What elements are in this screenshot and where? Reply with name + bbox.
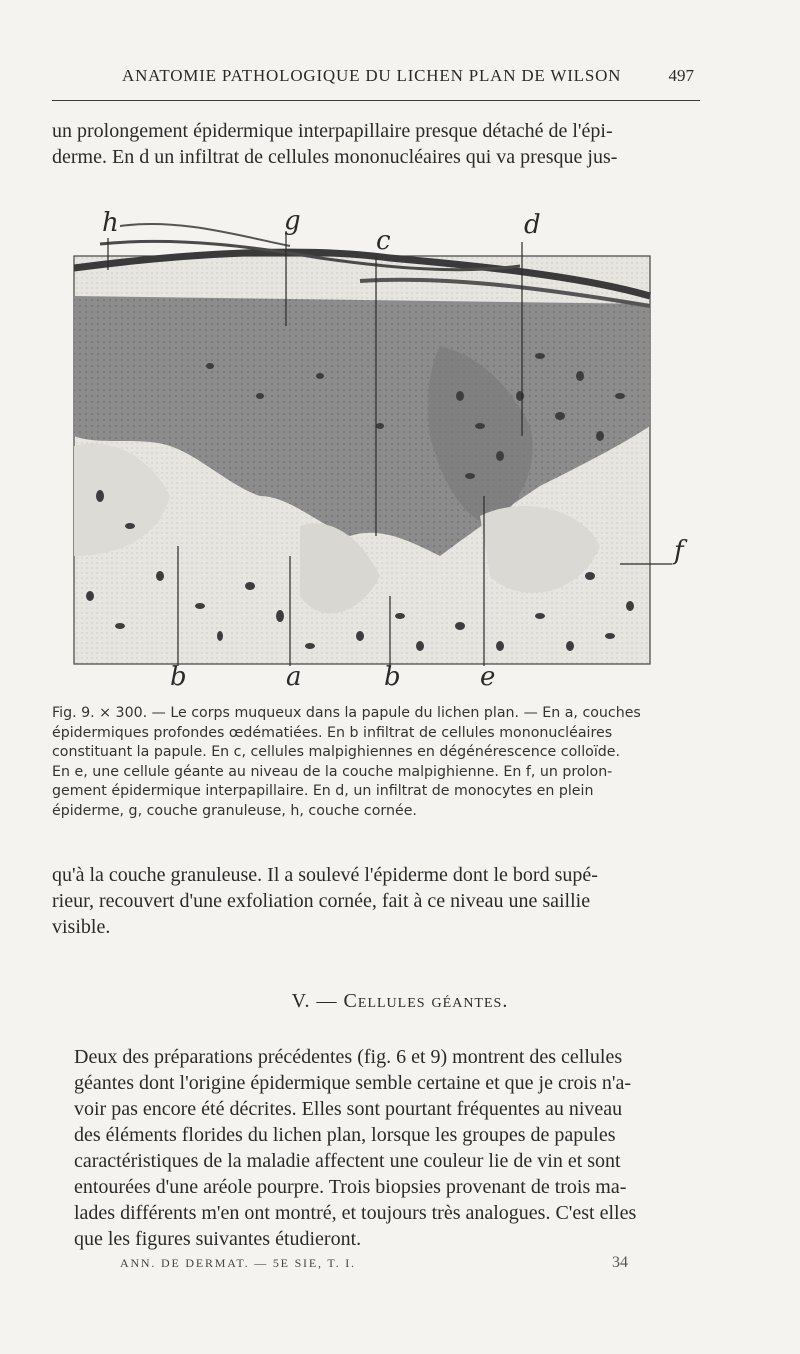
paragraph-top — [52, 118, 698, 170]
label-f: f — [674, 536, 684, 566]
label-b-right: b — [384, 662, 401, 692]
label-d: d — [524, 210, 541, 240]
paragraph-main — [52, 1044, 698, 1252]
caption-line: gement épidermique interpapillaire. En d, un infiltrat de monocytes en plein — [52, 783, 594, 800]
text-line: entourées d'une aréole pourpre. Trois biopsies provenant de trois ma- — [74, 1176, 627, 1198]
caption-line: épiderme, g, couche granuleuse, h, couche cornée. — [52, 802, 417, 819]
footer-signature: ANN. DE DERMAT. — 5E SIE, T. I. — [120, 1256, 356, 1270]
label-a: a — [286, 662, 302, 692]
footer-signature-number: 34 — [612, 1254, 628, 1271]
label-e: e — [480, 662, 496, 692]
caption-line: constituant la papule. En c, cellules malpighiennes en dégénérescence colloïde. — [52, 744, 621, 761]
text-line: un prolongement épidermique interpapillaire presque détaché de l'épi- — [52, 120, 613, 142]
figure-caption — [52, 704, 698, 822]
label-c: c — [376, 226, 391, 256]
running-title: ANATOMIE PATHOLOGIQUE DU LICHEN PLAN DE WILSON — [122, 66, 622, 85]
text-line: que les figures suivantes étudieront. — [74, 1228, 362, 1250]
section-heading — [0, 990, 800, 1013]
text-line: caractéristiques de la maladie affectent une couleur lie de vin et sont — [74, 1150, 621, 1172]
running-head — [52, 64, 700, 101]
text-line: des éléments florides du lichen plan, lorsque les groupes de papules — [74, 1124, 616, 1146]
label-b-left: b — [170, 662, 187, 692]
text-line: derme. En d un infiltrat de cellules mononucléaires qui va presque jus- — [52, 146, 618, 168]
text-line: lades différents m'en ont montré, et toujours très analogues. C'est elles — [74, 1202, 637, 1224]
text-line: géantes dont l'origine épidermique semble certaine et que je crois n'a- — [74, 1072, 631, 1094]
text-line: rieur, recouvert d'une exfoliation cornée, fait à ce niveau une saillie — [52, 890, 591, 912]
text-line: visible. — [52, 916, 111, 938]
caption-line: Fig. 9. × 300. — Le corps muqueux dans la papule du lichen plan. — En a, couches — [52, 705, 641, 721]
section-title: Cellules géantes. — [343, 990, 509, 1012]
histology-figure — [60, 196, 696, 696]
text-line: qu'à la couche granuleuse. Il a soulevé l'épiderme dont le bord supé- — [52, 864, 598, 886]
histology-illustration — [60, 196, 696, 696]
caption-line: épidermiques profondes œdématiées. En b infiltrat de cellules mononucléaires — [52, 724, 613, 741]
paragraph-continued — [52, 862, 698, 940]
label-h: h — [102, 208, 119, 238]
text-line: Deux des préparations précédentes (fig. 6 et 9) montrent des cellules — [74, 1046, 623, 1068]
caption-line: En e, une cellule géante au niveau de la couche malpighienne. En f, un prolon- — [52, 763, 613, 780]
label-g: g — [284, 206, 301, 236]
section-numeral: V. — — [291, 990, 338, 1012]
text-line: voir pas encore été décrites. Elles sont pourtant fréquentes au niveau — [74, 1098, 623, 1120]
page-number: 497 — [668, 66, 694, 85]
